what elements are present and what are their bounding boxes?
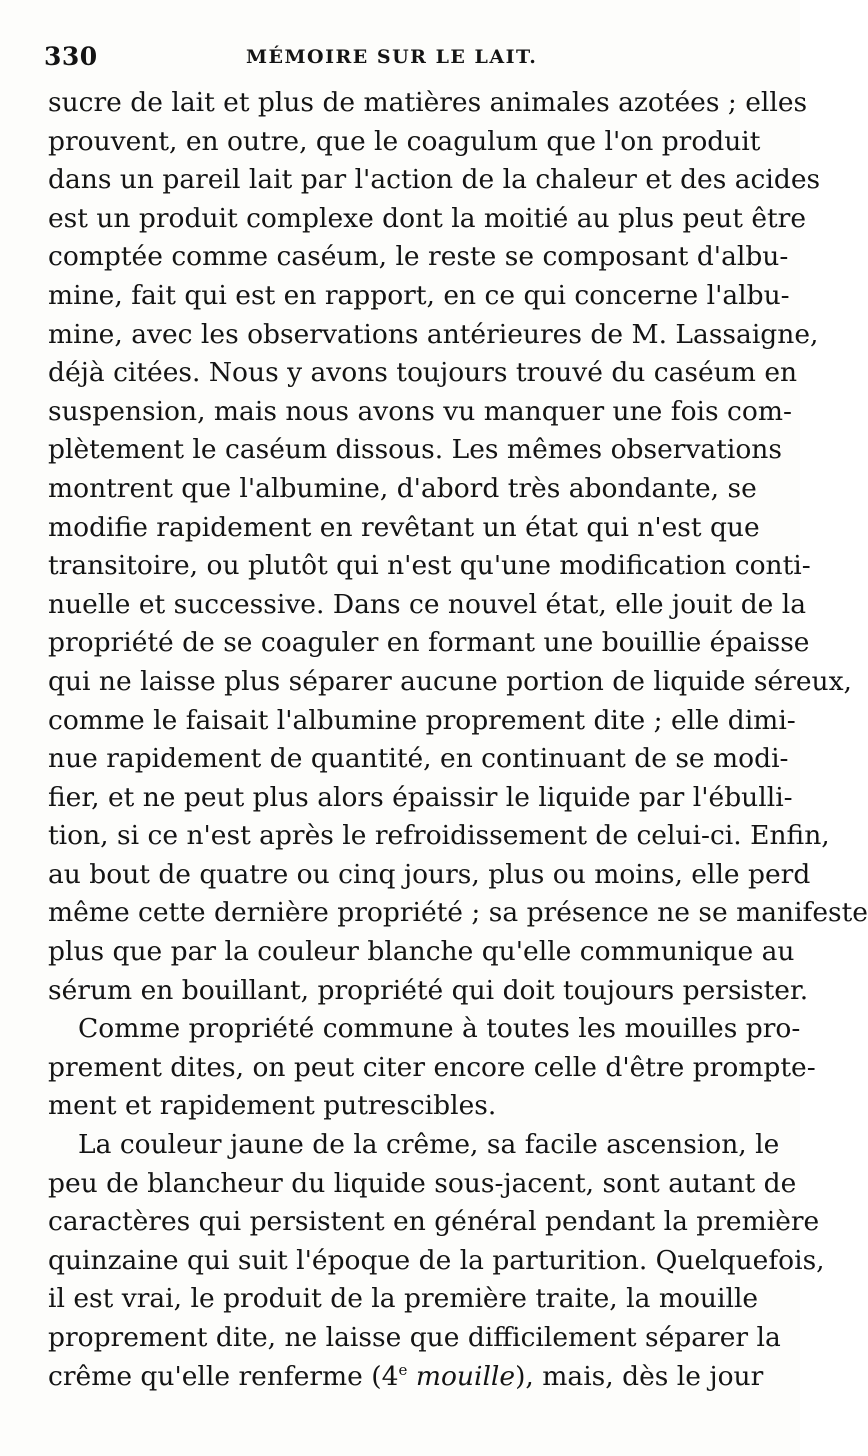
running-head <box>44 38 756 78</box>
superscript-ordinal: e <box>398 1360 408 1379</box>
text-line: prement dites, on peut citer encore celle d'être prompte- <box>48 1051 816 1083</box>
text-line: nue rapidement de quantité, en continuant de se modi- <box>48 743 789 775</box>
text-line: suspension, mais nous avons vu manquer une fois com- <box>48 395 792 427</box>
text-line: plètement le caséum dissous. Les mêmes observations <box>48 434 782 466</box>
paragraph-start-line: Comme propriété commune à toutes les mouilles pro- <box>78 1013 801 1045</box>
text-line: caractères qui persistent en général pendant la première <box>48 1206 820 1238</box>
text-line: qui ne laisse plus séparer aucune portion de liquide séreux, <box>48 665 852 697</box>
text-line: nuelle et successive. Dans ce nouvel état, elle jouit de la <box>48 588 807 620</box>
text-line: tion, si ce n'est après le refroidissement de celui-ci. Enfin, <box>48 820 830 852</box>
text-line: sérum en bouillant, propriété qui doit toujours persister. <box>48 974 809 1006</box>
text-line: proprement dite, ne laisse que difficilement séparer la <box>48 1322 781 1353</box>
text-line-final <box>48 1358 764 1397</box>
header-title: MÉMOIRE SUR LE LAIT. <box>246 46 538 68</box>
text-line: sucre de lait et plus de matières animales azotées ; elles <box>48 87 808 118</box>
text-line: même cette dernière propriété ; sa présence ne se manifeste <box>48 897 868 929</box>
text-line: plus que par la couleur blanche qu'elle communique au <box>48 936 795 968</box>
final-line-end: ), mais, dès le jour <box>515 1360 764 1392</box>
body-text <box>48 84 868 1396</box>
page-number: 330 <box>44 42 98 71</box>
text-line: propriété de se coaguler en formant une bouillie épaisse <box>48 627 810 659</box>
text-line: mine, avec les observations antérieures de M. Lassaigne, <box>48 318 819 350</box>
text-line: au bout de quatre ou cinq jours, plus ou moins, elle perd <box>48 858 811 890</box>
text-line: il est vrai, le produit de la première traite, la mouille <box>48 1283 759 1315</box>
paragraph-start-line: La couleur jaune de la crême, sa facile ascension, le <box>78 1129 780 1161</box>
final-line-start: crême qu'elle renferme (4 <box>48 1360 399 1392</box>
text-line: comptée comme caséum, le reste se composant d'albu- <box>48 241 789 273</box>
text-line: modifie rapidement en revêtant un état qui n'est que <box>48 511 760 543</box>
text-line: transitoire, ou plutôt qui n'est qu'une modification conti- <box>48 550 811 582</box>
text-line: dans un pareil lait par l'action de la chaleur et des acides <box>48 164 821 196</box>
text-line: ment et rapidement putrescibles. <box>48 1090 497 1122</box>
text-line: quinzaine qui suit l'époque de la parturition. Quelquefois, <box>48 1244 825 1276</box>
text-line: montrent que l'albumine, d'abord très abondante, se <box>48 472 757 504</box>
text-line: est un produit complexe dont la moitié au plus peut être <box>48 202 807 234</box>
text-line: prouvent, en outre, que le coagulum que l'on produit <box>48 125 761 157</box>
italic-term: mouille <box>415 1360 516 1392</box>
text-line: mine, fait qui est en rapport, en ce qui concerne l'albu- <box>48 279 790 311</box>
text-line: peu de blancheur du liquide sous-jacent, sont autant de <box>48 1167 797 1199</box>
text-line: déjà citées. Nous y avons toujours trouvé du caséum en <box>48 357 798 389</box>
text-line: fier, et ne peut plus alors épaissir le liquide par l'ébulli- <box>48 781 793 813</box>
text-line: comme le faisait l'albumine proprement dite ; elle dimi- <box>48 704 796 736</box>
